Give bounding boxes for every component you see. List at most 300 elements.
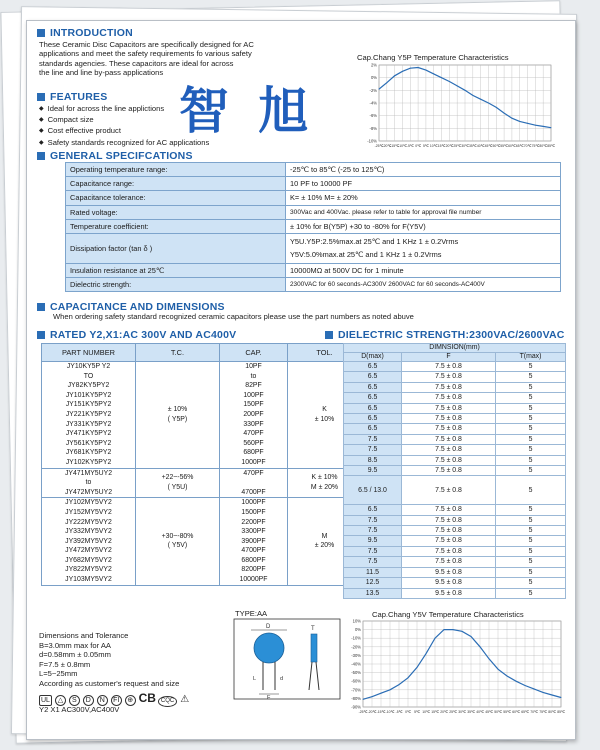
spec-label: Dielectric strength: — [66, 278, 286, 292]
t-max-cell: 5 — [496, 505, 566, 515]
part-number-cell: JY101KY5PY2 — [42, 391, 136, 401]
data-point — [543, 126, 544, 127]
f-cell: 7.5 ± 0.8 — [402, 372, 496, 382]
dimension-row — [344, 382, 566, 392]
dimensions-block: Dimensions and Tolerance B=3.0mm max for AA d=0.58mm ± 0.05mm F=7.5 ± 0.8mm L=5~25mm According as customer's request and size — [39, 631, 180, 688]
part-number-cell: JY103MY5VY2 — [42, 575, 136, 585]
spec-label: Operating temperature range: — [66, 163, 286, 177]
x-tick-label: 75℃ — [539, 710, 547, 714]
x-tick-label: -5℃ — [395, 710, 403, 714]
x-tick-label: -25℃ — [358, 710, 368, 714]
y-tick-label: 10% — [352, 618, 361, 624]
data-point — [444, 629, 445, 630]
part-number-cell: JY102KY5PY2 — [42, 458, 136, 468]
cap-cell: 10PF — [220, 362, 288, 372]
part-number-cell: JY82KY5PY2 — [42, 381, 136, 391]
data-point — [534, 688, 535, 689]
tol-cell: M ± 20% — [288, 498, 362, 585]
x-tick-label: -15℃ — [376, 710, 386, 714]
data-point — [516, 681, 517, 682]
spec-row — [66, 233, 561, 263]
intro-text: These Ceramic Disc Capacitors are specifically designed for AC applications and meet the safety requirements fo various safety standards agencies. These capacitors are ideal for across the line and line by-pass applications — [39, 40, 254, 78]
data-point — [525, 685, 526, 686]
y-tick-label: -90% — [351, 704, 361, 710]
cap-cell: 2200PF — [220, 518, 288, 528]
x-tick-label: -25℃ — [374, 144, 384, 148]
dimension-row — [344, 362, 566, 372]
data-point — [511, 118, 512, 119]
d-max-cell: 6.5 — [344, 362, 402, 372]
f-cell: 7.5 ± 0.8 — [402, 557, 496, 567]
d-mark: D — [83, 695, 94, 706]
ul-mark: UL — [41, 697, 50, 704]
x-tick-label: -20℃ — [367, 710, 377, 714]
intro-heading: INTRODUCTION — [37, 27, 133, 39]
d-max-cell: 7.5 — [344, 557, 402, 567]
general-heading: GENERAL SPECIFCATIONS — [37, 150, 193, 162]
x-tick-label: 60℃ — [512, 710, 520, 714]
capacitance-heading: CAPACITANCE AND DIMENSIONS — [37, 301, 225, 313]
x-tick-label: 50℃ — [494, 710, 502, 714]
dimension-row — [344, 466, 566, 476]
data-point — [465, 90, 466, 91]
y-tick-label: 0% — [354, 627, 361, 633]
cap-cell: 1000PF — [220, 458, 288, 468]
d-max-cell: 6.5 / 13.0 — [344, 476, 402, 505]
cqc-mark: CQC — [158, 696, 177, 707]
f-cell: 9.5 ± 0.8 — [402, 567, 496, 577]
t-max-cell: 5 — [496, 466, 566, 476]
part-number-cell: JY822MY5VY2 — [42, 565, 136, 575]
part-number-cell: JY10KY5P Y2 — [42, 362, 136, 372]
col-d-max: D(max) — [344, 353, 402, 362]
data-point — [551, 127, 552, 128]
spec-label: Insulation resistance at 25℃ — [66, 263, 286, 277]
cap-cell: to — [220, 372, 288, 382]
cap-cell — [220, 478, 288, 488]
capacitance-note: When ordering safety standard recognized ceramic capacitors please use the part numbers as noted abuve — [53, 312, 414, 321]
cap-cell: 150PF — [220, 400, 288, 410]
x-tick-label: 15℃ — [437, 144, 446, 148]
d-max-cell: 6.5 — [344, 382, 402, 392]
x-tick-label: 50℃ — [492, 144, 501, 148]
cap-cell: 1000PF — [220, 498, 288, 508]
part-number-cell: JY222MY5VY2 — [42, 518, 136, 528]
part-number-cell: JY221KY5PY2 — [42, 410, 136, 420]
x-tick-label: 75℃ — [531, 144, 540, 148]
circle-mark: ⊕ — [125, 695, 136, 706]
x-tick-label: 35℃ — [469, 144, 477, 148]
dimension-row — [344, 455, 566, 465]
x-tick-label: -5℃ — [406, 144, 414, 148]
cap-cell: 6800PF — [220, 556, 288, 566]
data-point — [527, 123, 528, 124]
spec-row — [66, 177, 561, 191]
dimension-header: DIMNSION(mm) — [344, 344, 566, 353]
data-point — [552, 694, 553, 695]
f-cell: 7.5 ± 0.8 — [402, 546, 496, 556]
dimension-row — [344, 393, 566, 403]
spec-value: K= ± 10% M= ± 20% — [286, 191, 561, 205]
y-tick-label: -20% — [351, 644, 361, 650]
part-number-cell: JY682MY5VY2 — [42, 556, 136, 566]
feature-item: ◆ Ideal for across the line applictions — [39, 104, 209, 115]
feature-item: ◆ Safety standards recognized for AC applications — [39, 138, 209, 149]
cb-mark: CB — [138, 691, 156, 705]
spec-value: 2300VAC for 60 seconds-AC300V 2600VAC for 60 seconds-AC400V — [286, 278, 561, 292]
col-f: F — [402, 353, 496, 362]
y-tick-label: -70% — [351, 687, 361, 693]
dimension-row — [344, 414, 566, 424]
t-max-cell: 5 — [496, 434, 566, 444]
f-cell: 9.5 ± 0.8 — [402, 578, 496, 588]
capacitor-disc — [254, 633, 284, 663]
x-tick-label: 65℃ — [521, 710, 529, 714]
data-point — [372, 696, 373, 697]
spec-value: 300Vac and 400Vac. please refer to table for approval file number — [286, 205, 561, 219]
t-max-cell: 5 — [496, 445, 566, 455]
x-tick-label: 10℃ — [429, 144, 438, 148]
dimension-row — [344, 434, 566, 444]
spec-row — [66, 205, 561, 219]
dimension-row — [344, 557, 566, 567]
dimension-row — [344, 476, 566, 505]
x-tick-label: 85℃ — [557, 710, 565, 714]
spec-value: Y5U.Y5P:2.5%max.at 25℃ and 1 KHz 1 ± 0.2Vrms Y5V:5.0%max.at 25℃ and 1 KHz 1 ± 0.2Vrms — [286, 233, 561, 263]
data-point — [449, 81, 450, 82]
d-max-cell: 7.5 — [344, 546, 402, 556]
x-tick-label: 25℃ — [453, 144, 461, 148]
y-tick-label: 0% — [370, 75, 377, 81]
data-point — [381, 693, 382, 694]
d-max-cell: 6.5 — [344, 424, 402, 434]
dimension-row — [344, 526, 566, 536]
data-point — [457, 85, 458, 86]
data-point — [433, 73, 434, 74]
d-max-cell: 9.5 — [344, 536, 402, 546]
t-max-cell: 5 — [496, 393, 566, 403]
x-tick-label: 15℃ — [431, 710, 439, 714]
warning-mark: ⚠ — [180, 694, 190, 705]
x-tick-label: 30℃ — [458, 710, 466, 714]
f-cell: 7.5 ± 0.8 — [402, 424, 496, 434]
d-max-cell: 7.5 — [344, 526, 402, 536]
part-number-table — [41, 343, 362, 586]
side-lead-left — [309, 662, 312, 690]
part-number-cell: to — [42, 478, 136, 488]
datasheet-page — [26, 20, 576, 740]
x-tick-label: 55℃ — [500, 144, 508, 148]
chart-title-y5v: Cap.Chang Y5V Temperature Characteristics — [372, 610, 524, 619]
t-dim-label: T — [311, 626, 315, 632]
t-max-cell: 5 — [496, 546, 566, 556]
l-dim-label: L — [253, 676, 257, 682]
data-point — [561, 697, 562, 698]
data-point — [453, 629, 454, 630]
data-point — [386, 82, 387, 83]
cap-cell: 3900PF — [220, 537, 288, 547]
x-tick-label: 35℃ — [467, 710, 475, 714]
n-mark: N — [97, 695, 108, 706]
col-t-max: T(max) — [496, 353, 566, 362]
f-cell: 7.5 ± 0.8 — [402, 515, 496, 525]
f-cell: 7.5 ± 0.8 — [402, 414, 496, 424]
dimension-row — [344, 403, 566, 413]
dimension-row — [344, 588, 566, 598]
f-cell: 7.5 ± 0.8 — [402, 393, 496, 403]
dimension-row — [344, 505, 566, 515]
dimension-row — [344, 515, 566, 525]
spec-value: -25℃ to 85℃ (-25 to 125℃) — [286, 163, 561, 177]
cap-cell: 8200PF — [220, 565, 288, 575]
cap-cell: 4700PF — [220, 488, 288, 498]
data-point — [417, 667, 418, 668]
data-point — [462, 631, 463, 632]
d-max-cell: 7.5 — [344, 445, 402, 455]
d-dim-label: D — [266, 624, 271, 630]
x-tick-label: -15℃ — [390, 144, 399, 148]
f-cell: 7.5 ± 0.8 — [402, 526, 496, 536]
part-number-cell: JY392MY5VY2 — [42, 537, 136, 547]
f-cell: 9.5 ± 0.8 — [402, 588, 496, 598]
y-tick-label: 2% — [370, 62, 377, 68]
data-point — [472, 95, 473, 96]
part-number-cell: JY471KY5PY2 — [42, 429, 136, 439]
cap-cell: 680PF — [220, 448, 288, 458]
x-tick-label: 80℃ — [548, 710, 556, 714]
part-number-cell: JY472MY5UY2 — [42, 488, 136, 498]
spec-label: Capacitance tolerance: — [66, 191, 286, 205]
data-point — [480, 99, 481, 100]
part-number-cell: JY561KY5PY2 — [42, 439, 136, 449]
x-tick-label: 40℃ — [476, 710, 484, 714]
capacitor-side — [311, 634, 317, 662]
d-max-cell: 7.5 — [344, 434, 402, 444]
x-tick-label: 20℃ — [440, 710, 448, 714]
tol-cell: K ± 10% — [288, 362, 362, 469]
x-tick-label: 5℃ — [414, 710, 420, 714]
data-point — [399, 684, 400, 685]
t-max-cell: 5 — [496, 476, 566, 505]
x-tick-label: 70℃ — [523, 144, 532, 148]
cap-cell: 3300PF — [220, 527, 288, 537]
t-max-cell: 5 — [496, 588, 566, 598]
x-tick-label: 30℃ — [461, 144, 469, 148]
part-number-cell: JY681KY5PY2 — [42, 448, 136, 458]
t-max-cell: 5 — [496, 455, 566, 465]
fi-mark: FI — [111, 695, 122, 706]
y-tick-label: -2% — [369, 87, 377, 93]
part-number-cell: JY152MY5VY2 — [42, 508, 136, 518]
t-max-cell: 5 — [496, 403, 566, 413]
f-cell: 7.5 ± 0.8 — [402, 455, 496, 465]
col-tc: T.C. — [136, 344, 220, 362]
d-max-cell: 11.5 — [344, 567, 402, 577]
feature-item: ◆ Compact size — [39, 115, 209, 126]
dimension-row — [344, 445, 566, 455]
t-max-cell: 5 — [496, 515, 566, 525]
data-point — [425, 70, 426, 71]
data-point — [379, 89, 380, 90]
t-max-cell: 5 — [496, 382, 566, 392]
delta-mark: △ — [55, 695, 66, 706]
d-max-cell: 6.5 — [344, 403, 402, 413]
d-max-cell: 12.5 — [344, 578, 402, 588]
cap-cell: 4700PF — [220, 546, 288, 556]
data-point — [480, 646, 481, 647]
data-point — [498, 669, 499, 670]
tc-cell: +30~-80% ( Y5V) — [136, 498, 220, 585]
x-tick-label: 20℃ — [445, 144, 454, 148]
spec-row — [66, 163, 561, 177]
tc-cell: ± 10% ( Y5P) — [136, 362, 220, 469]
part-number-cell: JY472MY5VY2 — [42, 546, 136, 556]
d-max-cell: 13.5 — [344, 588, 402, 598]
data-point — [410, 68, 411, 69]
rating-label: Y2 X1 AC300V,AC400V — [39, 705, 120, 714]
spec-row — [66, 278, 561, 292]
data-point — [435, 638, 436, 639]
data-point — [426, 653, 427, 654]
cap-cell: 82PF — [220, 381, 288, 391]
data-point — [390, 689, 391, 690]
f-cell: 7.5 ± 0.8 — [402, 403, 496, 413]
y-tick-label: -10% — [351, 635, 361, 641]
tol-cell: K ± 10% M ± 20% — [288, 468, 362, 498]
t-max-cell: 5 — [496, 536, 566, 546]
part-number-cell: JY102MY5VY2 — [42, 498, 136, 508]
side-lead-right — [316, 662, 319, 690]
x-tick-label: 45℃ — [485, 710, 493, 714]
data-point — [408, 677, 409, 678]
x-tick-label: 25℃ — [449, 710, 457, 714]
data-point — [519, 121, 520, 122]
x-tick-label: 40℃ — [476, 144, 485, 148]
w-dim-label: d — [280, 676, 284, 682]
s-mark: S — [69, 695, 80, 706]
x-tick-label: 70℃ — [530, 710, 538, 714]
tc-cell: +22~-56% ( Y5U) — [136, 468, 220, 498]
x-tick-label: 0℃ — [405, 710, 411, 714]
cap-cell: 10000PF — [220, 575, 288, 585]
dimension-row — [344, 578, 566, 588]
t-max-cell: 5 — [496, 578, 566, 588]
part-number-cell: JY332MY5VY2 — [42, 527, 136, 537]
t-max-cell: 5 — [496, 557, 566, 567]
t-max-cell: 5 — [496, 372, 566, 382]
x-tick-label: 55℃ — [503, 710, 511, 714]
dimension-row — [344, 424, 566, 434]
cap-cell: 1500PF — [220, 508, 288, 518]
spec-label: Rated voltage: — [66, 205, 286, 219]
general-spec-table — [65, 162, 561, 292]
y5v-temperature-chart — [343, 617, 567, 717]
d-max-cell: 9.5 — [344, 466, 402, 476]
cap-cell: 330PF — [220, 420, 288, 430]
d-max-cell: 8.5 — [344, 455, 402, 465]
x-tick-label: 5℃ — [423, 144, 429, 148]
f-cell: 7.5 ± 0.8 — [402, 382, 496, 392]
type-aa-drawing — [233, 618, 341, 700]
f-cell: 7.5 ± 0.8 — [402, 445, 496, 455]
x-tick-label: 60℃ — [508, 144, 516, 148]
table-row — [42, 468, 362, 478]
cap-cell: 100PF — [220, 391, 288, 401]
dimension-table — [343, 343, 566, 599]
spec-label: Temperature coefficient: — [66, 219, 286, 233]
spec-value: 10000MΩ at 500V DC for 1 minute — [286, 263, 561, 277]
d-max-cell: 7.5 — [344, 515, 402, 525]
part-number-cell: TO — [42, 372, 136, 382]
rated-heading: RATED Y2,X1:AC 300V AND AC400V — [37, 329, 236, 341]
x-tick-label: 65℃ — [515, 144, 524, 148]
data-point — [543, 692, 544, 693]
spec-row — [66, 219, 561, 233]
d-max-cell: 6.5 — [344, 414, 402, 424]
y-tick-label: -40% — [351, 661, 361, 667]
cap-cell: 560PF — [220, 439, 288, 449]
table-row — [42, 362, 362, 372]
f-dim-label: F — [267, 695, 271, 700]
y-tick-label: -60% — [351, 678, 361, 684]
y-tick-label: -30% — [351, 652, 361, 658]
spec-value: 10 PF to 10000 PF — [286, 177, 561, 191]
data-point — [496, 107, 497, 108]
brand-watermark: 智 旭 — [179, 81, 315, 140]
features-heading: FEATURES — [37, 91, 107, 103]
y-tick-label: -8% — [369, 125, 377, 131]
part-number-cell: JY331KY5PY2 — [42, 420, 136, 430]
cap-cell: 470PF — [220, 429, 288, 439]
f-cell: 7.5 ± 0.8 — [402, 434, 496, 444]
x-tick-label: 10℃ — [422, 710, 430, 714]
f-cell: 7.5 ± 0.8 — [402, 466, 496, 476]
spec-label: Dissipation factor (tan δ ) — [66, 233, 286, 263]
x-tick-label: 80℃ — [539, 144, 547, 148]
dimension-row — [344, 546, 566, 556]
type-label: TYPE:AA — [235, 609, 268, 618]
d-max-cell: 6.5 — [344, 372, 402, 382]
data-point — [507, 676, 508, 677]
dimension-row — [344, 536, 566, 546]
spec-label: Capacitance range: — [66, 177, 286, 191]
col-tol: TOL. — [288, 344, 362, 362]
d-max-cell: 6.5 — [344, 505, 402, 515]
data-point — [535, 125, 536, 126]
t-max-cell: 5 — [496, 414, 566, 424]
data-point — [394, 75, 395, 76]
dimension-row — [344, 567, 566, 577]
chart-title-y5p: Cap.Chang Y5P Temperature Characteristics — [357, 53, 509, 62]
f-cell: 7.5 ± 0.8 — [402, 476, 496, 505]
f-cell: 7.5 ± 0.8 — [402, 505, 496, 515]
d-max-cell: 6.5 — [344, 393, 402, 403]
feature-item: ◆ Cost effective product — [39, 126, 209, 137]
data-point — [471, 636, 472, 637]
cap-cell: 200PF — [220, 410, 288, 420]
part-number-cell: JY151KY5PY2 — [42, 400, 136, 410]
x-tick-label: -10℃ — [385, 710, 395, 714]
t-max-cell: 5 — [496, 362, 566, 372]
f-cell: 7.5 ± 0.8 — [402, 536, 496, 546]
x-tick-label: 85℃ — [547, 144, 555, 148]
x-tick-label: 0℃ — [415, 144, 421, 148]
x-tick-label: -20℃ — [382, 144, 392, 148]
spec-value: ± 10% for B(Y5P) +30 to -80% for F(Y5V) — [286, 219, 561, 233]
spec-row — [66, 263, 561, 277]
col-part-number: PART NUMBER — [42, 344, 136, 362]
y-tick-label: -10% — [367, 138, 377, 144]
